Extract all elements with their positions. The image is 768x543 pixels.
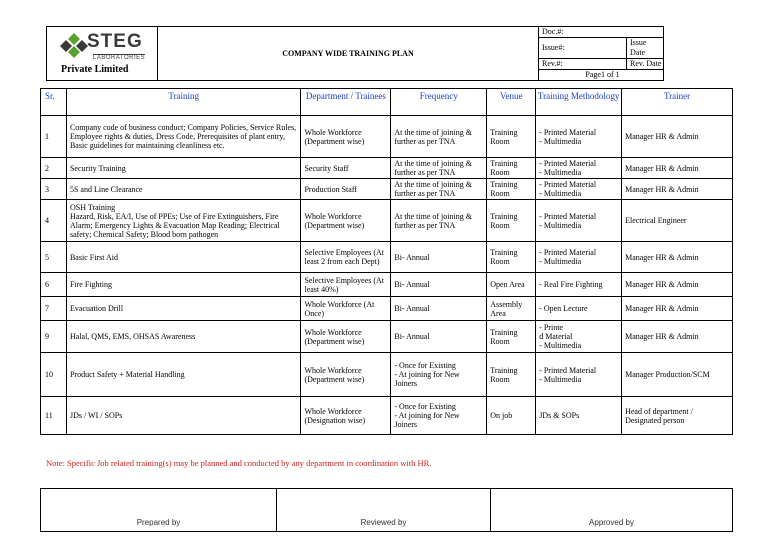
training-topic: Fire Fighting: [66, 273, 301, 297]
venue: Training Room: [487, 242, 536, 273]
row-number: 4: [41, 200, 67, 242]
column-header: Frequency: [391, 89, 487, 116]
logo-subtitle: LABORATORIES: [93, 55, 146, 61]
document-title: COMPANY WIDE TRAINING PLAN: [158, 27, 539, 81]
table-row: [41, 242, 733, 273]
table-header-row: [41, 89, 733, 116]
steg-logo-icon: [59, 32, 89, 58]
frequency: - Once for Existing - At joining for New Joiners: [391, 397, 487, 435]
department-trainees: Whole Workforce (Department wise): [301, 321, 391, 353]
page-number: Page1 of 1: [539, 70, 664, 81]
row-number: 9: [41, 321, 67, 353]
venue: On job: [487, 397, 536, 435]
department-trainees: Selective Employees (At least 40%): [301, 273, 391, 297]
trainer: Head of department / Designated person: [622, 397, 733, 435]
table-row: [41, 273, 733, 297]
training-topic: OSH Training Hazard, Risk, EA/I, Use of PPEs; Use of Fire Extinguishers, Fire Alarm; Emergency Lights & Evacuation Map Reading; Electrical safety; Chemical Safety; Blood born pathogen: [66, 200, 301, 242]
row-number: 10: [41, 353, 67, 397]
department-trainees: Security Staff: [301, 158, 391, 179]
trainer: Manager HR & Admin: [622, 242, 733, 273]
training-methodology: - Printed Material - Multimedia: [536, 116, 622, 158]
training-topic: JDs / WI / SOPs: [66, 397, 301, 435]
training-methodology: - Printed Material - Multimedia: [536, 200, 622, 242]
frequency: At the time of joining & further as per TNA: [391, 179, 487, 200]
training-topic: Halal, QMS, EMS, OHSAS Awareness: [66, 321, 301, 353]
department-trainees: Selective Employees (At least 2 from each Dept): [301, 242, 391, 273]
document-header: [46, 26, 664, 81]
trainer: Electrical Engineer: [622, 200, 733, 242]
venue: Training Room: [487, 116, 536, 158]
department-trainees: Production Staff: [301, 179, 391, 200]
column-header: Venue: [487, 89, 536, 116]
row-number: 5: [41, 242, 67, 273]
training-plan-table: [40, 88, 733, 435]
training-topic: 5S and Line Clearance: [66, 179, 301, 200]
logo-name: STEG: [87, 31, 143, 52]
venue: Training Room: [487, 158, 536, 179]
trainer: Manager HR & Admin: [622, 273, 733, 297]
training-methodology: - Printed Material - Multimedia: [536, 353, 622, 397]
logo-area: [47, 27, 158, 81]
frequency: - Once for Existing - At joining for New Joiners: [391, 353, 487, 397]
venue: Training Room: [487, 200, 536, 242]
rev-date-label: Rev. Date: [627, 59, 664, 70]
trainer: Manager HR & Admin: [622, 297, 733, 321]
training-topic: Product Safety + Material Handling: [66, 353, 301, 397]
table-row: [41, 116, 733, 158]
venue: Open Area: [487, 273, 536, 297]
rev-number-label: Rev.#:: [539, 59, 627, 70]
department-trainees: Whole Workforce (Department wise): [301, 200, 391, 242]
footnote: Note: Specific Job related training(s) may be planned and conducted by any department in coordination with HR.: [46, 458, 432, 468]
frequency: Bi- Annual: [391, 297, 487, 321]
prepared-by-label: Prepared by: [41, 489, 277, 532]
venue: Training Room: [487, 321, 536, 353]
training-methodology: JDs & SOPs: [536, 397, 622, 435]
frequency: At the time of joining & further as per TNA: [391, 200, 487, 242]
training-methodology: - Printed Material - Multimedia: [536, 158, 622, 179]
approved-by-label: Approved by: [491, 489, 733, 532]
column-header: Training Methodology: [536, 89, 622, 116]
training-methodology: - Printed Material - Multimedia: [536, 242, 622, 273]
training-methodology: - Real Fire Fighting: [536, 273, 622, 297]
doc-number-label: Doc.#:: [539, 27, 664, 38]
row-number: 7: [41, 297, 67, 321]
training-methodology: - Printed Material - Multimedia: [536, 179, 622, 200]
trainer: Manager HR & Admin: [622, 116, 733, 158]
training-topic: Security Training: [66, 158, 301, 179]
frequency: At the time of joining & further as per TNA: [391, 158, 487, 179]
venue: Training Room: [487, 353, 536, 397]
trainer: Manager HR & Admin: [622, 158, 733, 179]
department-trainees: Whole Workforce (Designation wise): [301, 397, 391, 435]
row-number: 11: [41, 397, 67, 435]
frequency: Bi- Annual: [391, 242, 487, 273]
training-topic: Basic First Aid: [66, 242, 301, 273]
row-number: 6: [41, 273, 67, 297]
table-row: [41, 297, 733, 321]
table-row: [41, 397, 733, 435]
frequency: Bi- Annual: [391, 273, 487, 297]
table-row: [41, 158, 733, 179]
column-header: Sr.: [41, 89, 67, 116]
training-topic: Company code of business conduct; Company Policies, Service Rules, Employee rights & duties, Dress Code, Prerequisites of plant entry, Basic guidelines for maintaining cleanliness etc.: [66, 116, 301, 158]
column-header: Department / Trainees: [301, 89, 391, 116]
training-methodology: - Open Lecture: [536, 297, 622, 321]
row-number: 2: [41, 158, 67, 179]
issue-date-label: Issue Date: [627, 38, 664, 59]
table-row: [41, 353, 733, 397]
department-trainees: Whole Workforce (Department wise): [301, 353, 391, 397]
trainer: Manager HR & Admin: [622, 321, 733, 353]
department-trainees: Whole Workforce (Department wise): [301, 116, 391, 158]
table-row: [41, 200, 733, 242]
trainer: Manager Production/SCM: [622, 353, 733, 397]
company-suffix: Private Limited: [61, 64, 129, 75]
column-header: Training: [66, 89, 301, 116]
signature-block: [40, 488, 733, 532]
training-methodology: - Printe d Material - Multimedia: [536, 321, 622, 353]
frequency: At the time of joining & further as per TNA: [391, 116, 487, 158]
row-number: 3: [41, 179, 67, 200]
table-row: [41, 179, 733, 200]
column-header: Trainer: [622, 89, 733, 116]
row-number: 1: [41, 116, 67, 158]
venue: Assembly Area: [487, 297, 536, 321]
trainer: Manager HR & Admin: [622, 179, 733, 200]
table-row: [41, 321, 733, 353]
reviewed-by-label: Reviewed by: [277, 489, 491, 532]
department-trainees: Whole Workforce (At Once): [301, 297, 391, 321]
frequency: Bi- Annual: [391, 321, 487, 353]
training-topic: Evacuation Drill: [66, 297, 301, 321]
issue-number-label: Issue#:: [539, 38, 627, 59]
venue: Training Room: [487, 179, 536, 200]
